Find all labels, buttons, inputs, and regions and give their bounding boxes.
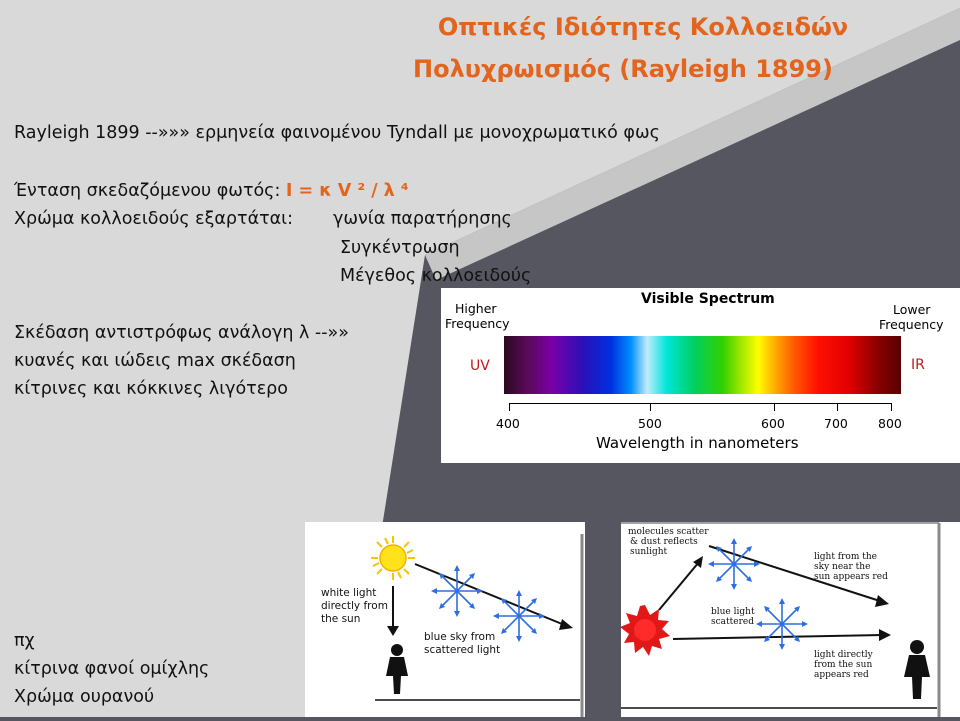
scatter-line-3: κίτρινες και κόκκινες λιγότερο (14, 379, 288, 399)
molecules-text-1: molecules scatter (628, 527, 709, 537)
wavelength-axis (509, 403, 892, 404)
molecules-text-3: sunlight (630, 547, 668, 557)
white-light-text-1: white light (321, 587, 377, 599)
tick-700 (837, 403, 838, 411)
sun-icon (371, 536, 415, 580)
factor-concentration: Συγκέντρωση (340, 238, 460, 258)
slide-title-line1: Οπτικές Ιδιότητες Κολλοειδών (437, 13, 849, 41)
tick-400 (509, 403, 510, 411)
tick-600 (774, 403, 775, 411)
wavelength-axis-title: Wavelength in nanometers (596, 434, 799, 452)
tick-800 (891, 403, 892, 411)
near-sun-text-3: sun appears red (814, 572, 888, 582)
blue-light-text-1: blue light (711, 607, 755, 617)
tick-label-800: 800 (878, 416, 902, 431)
ir-label: IR (911, 357, 925, 373)
direct-text-3: appears red (814, 670, 869, 680)
white-light-text-3: the sun (321, 613, 361, 625)
blue-sky-text-1: blue sky from (424, 631, 496, 643)
direct-text-1: light directly (814, 650, 873, 660)
tick-500 (650, 403, 651, 411)
intensity-line (14, 180, 409, 202)
tick-label-500: 500 (638, 416, 662, 431)
red-sun-illustration (621, 522, 960, 717)
person-icon (386, 644, 408, 694)
factor-angle: γωνία παρατήρησης (333, 209, 512, 229)
slide-title-line2: Πολυχρωισμός (Rayleigh 1899) (413, 55, 833, 83)
example-line-1: κίτρινα φανοί ομίχλης (14, 659, 210, 679)
near-sun-text-1: light from the (814, 552, 877, 562)
example-line-2: Χρώμα ουρανού (14, 687, 155, 707)
tick-label-700: 700 (824, 416, 848, 431)
person-icon (904, 640, 930, 699)
spectrum-gradient-bar (504, 336, 901, 394)
spectrum-title: Visible Spectrum (641, 291, 775, 307)
uv-label: UV (470, 358, 490, 374)
example-label: πχ (14, 631, 35, 651)
lower-frequency-label-1: Lower (893, 302, 931, 317)
higher-frequency-label-2: Frequency (445, 316, 510, 331)
blue-light-text-2: scattered (711, 617, 754, 627)
intensity-label: Ένταση σκεδαζόμενου φωτός: (14, 181, 286, 201)
blue-sky-diagram (305, 522, 585, 717)
tick-label-600: 600 (761, 416, 785, 431)
direct-text-2: from the sun (814, 660, 873, 670)
near-sun-text-2: sky near the (814, 562, 871, 572)
molecules-text-2: & dust reflects (630, 537, 698, 547)
factor-size: Μέγεθος κολλοειδούς (340, 266, 532, 286)
rayleigh-line: Rayleigh 1899 --»»» ερμηνεία φαινομένου Tyndall με μονοχρωματικό φως (14, 123, 660, 143)
scatter-line-1: Σκέδαση αντιστρόφως ανάλογη λ --»» (14, 323, 349, 343)
red-sun-icon (621, 605, 670, 656)
lower-frequency-label-2: Frequency (879, 317, 944, 332)
blue-sky-text-2: scattered light (424, 644, 501, 656)
intensity-formula: I = κ V ² / λ ⁴ (285, 181, 409, 201)
white-light-text-2: directly from (321, 600, 388, 612)
visible-spectrum-figure (441, 288, 960, 463)
higher-frequency-label-1: Higher (455, 301, 497, 316)
red-sun-diagram (621, 522, 960, 717)
colour-depends-label: Χρώμα κολλοειδούς εξαρτάται: (14, 209, 294, 229)
scatter-line-2: κυανές και ιώδεις max σκέδαση (14, 351, 296, 371)
tick-label-400: 400 (496, 416, 520, 431)
